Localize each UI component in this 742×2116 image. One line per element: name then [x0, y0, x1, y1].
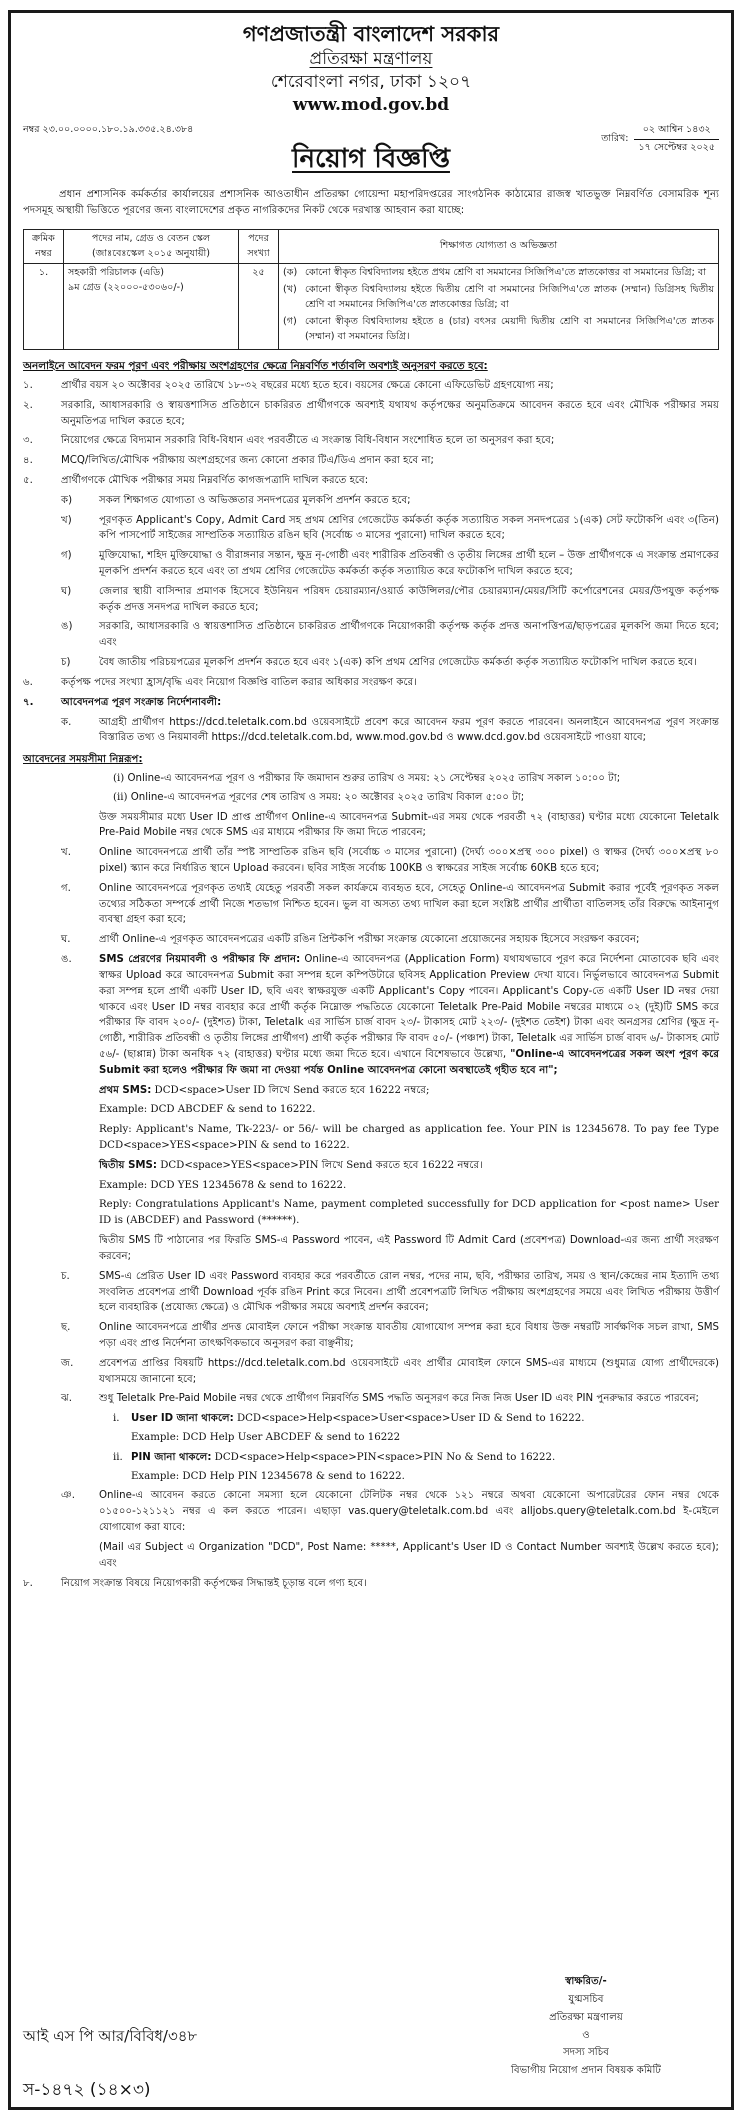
fee-window-note: উক্ত সময়সীমার মধ্যে User ID প্রাপ্ত প্রার্থীগণ Online-এ আবেদনপত্র Submit-এর সময় থেকে পরবর্তী ৭২ (বাহাত্তর) ঘণ্টার মধ্যে যেকোনো Teletalk Pre-Paid Mobile নম্বর থেকে SMS এর মাধ্যমে পরীক্ষার ফি জমা দিতে পারবেন; [99, 811, 719, 839]
qualification-text: কোনো স্বীকৃত বিশ্ববিদ্যালয় হইতে প্রথম শ্রেণি বা সমমানের সিজিপিএ'তে স্নাতকোত্তর বা সমমানের ডিগ্রি; বা [305, 267, 706, 279]
qualification-text: কোনো স্বীকৃত বিশ্ববিদ্যালয় হইতে দ্বিতীয় শ্রেণি বা সমমানের সিজিপিএ'তে স্নাতক (সম্মান) ডিগ্রিসহ দ্বিতীয় শ্রেণি বা সমমানের সিজিপিএ'তে স্নাতকোত্তর ডিগ্রি; বা [305, 284, 714, 311]
deadline-heading: আবেদনের সময়সীমা নিম্নরূপ: [23, 754, 143, 766]
sms-rules-text: Online-এ আবেদনপত্র (Application Form) যথাযথভাবে পূরণ করে নির্দেশনা মোতাবেক ছবি এবং স্বাক্ষর Upload করে আবেদনপত্র Submit করা সম্পন্ন হলে কম্পিউটারে ছবিসহ Application Preview দেখা যাবে। নির্ভুলভাবে আবেদনপত্র Submit করা সম্পন্ন হলে প্রার্থী একটি User ID, ছবি এবং স্বাক্ষরযুক্ত একটি Applicant's Copy পাবেন। Applicant's Copy-তে একটি User ID নম্বর দেয়া থাকবে এবং User ID নম্বর ব্যবহার করে প্রার্থী কর্তৃক নিম্নোক্ত পদ্ধতিতে যেকোনো Teletalk Pre-Paid Mobile নম্বরের মাধ্যমে ০২ (দুই)টি SMS করে পরীক্ষার ফি বাবদ ২০০/- (দুইশত) টাকা, Teletalk এর সার্ভিস চার্জ বাবদ ২৩/- টাকাসহ মোট ২২৩/- (দুইশত তেইশ) টাকা এবং অনগ্রসর শ্রেণির (ক্ষুদ্র নৃ-গোষ্ঠী, শারীরিক প্রতিবন্ধী ও তৃতীয় লিঙ্গের প্রার্থীগণ) প্রার্থী কর্তৃক পরীক্ষার ফি বাবদ ৫০/- (পঞ্চাশ) টাকা, Teletalk এর সার্ভিস চার্জ বাবদ ৬/- টাকাসহ মোট ৫৬/- (ছাপ্পান্ন) টাকা অনধিক ৭২ (বাহাত্তর) ঘণ্টার মধ্যে জমা দিতে হবে। এখানে বিশেষভাবে উল্লেখ্য, [99, 954, 719, 1060]
instruction-mark: ঘ. [61, 934, 71, 946]
notice-frame [8, 10, 734, 2110]
recovery-label: User ID জানা থাকলে: [131, 1413, 234, 1425]
instruction-text: Online আবেদনপত্রে প্রার্থীর প্রদত্ত মোবাইল ফোনে পরীক্ষা সংক্রান্ত যাবতীয় যোগাযোগ সম্পন্ন করা হবে বিধায় উক্ত নম্বরটি সার্বক্ষণিক সচল রাখা, SMS পড়া এবং প্রাপ্ত নির্দেশনা তাৎক্ষণিকভাবে অনুসরণ করা বাঞ্ছনীয়; [99, 1322, 719, 1349]
deadline-text: Online-এ আবেদনপত্র পূরণের শেষ তারিখ ও সময়: ২০ অক্টোবর ২০২৫ তারিখ বিকাল ৫:০০ টা; [130, 791, 525, 803]
instruction-item [23, 1356, 719, 1388]
recovery-command: DCD<space>Help<space>User<space>User ID & Send to 16222. [233, 1413, 585, 1425]
posts-table [23, 229, 719, 350]
document-mark: চ) [61, 657, 71, 669]
second-sms-label: দ্বিতীয় SMS: [99, 1159, 157, 1171]
instruction-mark: খ. [61, 847, 71, 859]
recovery-row [113, 1411, 719, 1427]
qualification-text: কোনো স্বীকৃত বিশ্ববিদ্যালয় হইতে ৪ (চার) বৎসর মেয়াদী দ্বিতীয় শ্রেণি বা সমমানের সিজিপিএ'তে স্নাতক (সম্মান) বা সমমানের ডিগ্রি। [305, 316, 714, 342]
signature-and: ও [582, 2029, 590, 2041]
recovery-label: PIN জানা থাকলে: [131, 1451, 212, 1463]
instruction-text: প্রবেশপত্র প্রাপ্তির বিষয়টি https://dcd.teletalk.com.bd ওয়েবসাইটে এবং প্রার্থীর মোবাইল ফোনে SMS-এর মাধ্যমে (শুধুমাত্র যোগ্য প্রার্থীদেরকে) যথাসময়ে জানানো হবে; [99, 1357, 719, 1385]
date-bangla: ০২ আশ্বিন ১৪৩২ [634, 123, 719, 140]
condition-text: নিয়োগ সংক্রান্ত বিষয়ে নিয়োগকারী কর্তৃপক্ষের সিদ্ধান্তই চূড়ান্ত বলে গণ্য হবে। [61, 1577, 367, 1589]
document-item [23, 513, 719, 545]
address: শেরেবাংলা নগর, ঢাকা ১২০৭ [270, 72, 472, 93]
deadline-item [23, 771, 719, 787]
condition-item [23, 1576, 719, 1592]
signature-block [471, 1973, 701, 2080]
condition-item [23, 433, 719, 449]
instruction-item [23, 845, 719, 877]
document-mark: ঘ) [61, 585, 72, 597]
instruction-mark: চ. [61, 1270, 70, 1282]
instruction-text: Online আবেদনপত্রে পূরণকৃত তথ্যই যেহেতু পরবর্তী সকল কার্যক্রমে ব্যবহৃত হবে, সেহেতু Online-এ আবেদনপত্র Submit করার পূর্বেই পূরণকৃত সকল তথ্যের সঠিকতা সম্পর্কে প্রার্থী নিজে শতভাগ নিশ্চিত হবেন। ভুল বা অসত্য তথ্য দাখিল করা হলে সংশ্লিষ্ট প্রার্থীর প্রার্থীতা বাতিলসহ তাঁর বিরুদ্ধে আইনানুগ ব্যবস্থা গ্রহণ করা হবে; [99, 882, 719, 926]
post-name: সহকারী পরিচালক (এডি) [68, 267, 164, 279]
document-item [23, 584, 719, 616]
government-name: গণপ্রজাতন্ত্রী বাংলাদেশ সরকার [242, 22, 500, 46]
intro-paragraph: প্রধান প্রশাসনিক কর্মকর্তার কার্যালয়ের প্রশাসনিক আওতাধীন প্রতিরক্ষা গোয়েন্দা মহাপরিদপ্তরের সাংগঠনিক কাঠামোর রাজস্ব খাতভুক্ত নিম্নবর্ণিত বেসামরিক শূন্য পদসমূহ অস্থায়ী ভিত্তিতে পূরণের জন্য বাংলাদেশের প্রকৃত নাগরিকদের নিকট থেকে দরখাস্ত আহবান করা যাচ্ছে: [23, 189, 719, 216]
qualification-item [283, 266, 714, 281]
instruction-mark: গ. [61, 882, 71, 894]
table-header-row [24, 229, 719, 264]
instruction-mark: ছ. [61, 1322, 71, 1334]
memo-number: নম্বর ২৩.০০.০০০০.১৮০.১৯.৩৩৫.২৪.৩৮৪ [23, 124, 194, 136]
condition-text: প্রার্থীগণকে মৌখিক পরীক্ষার সময় নিম্নবর্ণিত কাগজপত্রাদি দাখিল করতে হবে: [61, 474, 369, 486]
instruction-text: শুধু Teletalk Pre-Paid Mobile নম্বর থেকে প্রার্থীগণ নিম্নবর্ণিত SMS পদ্ধতি অনুসরণ করে নিজ নিজ User ID এবং PIN পুনরুদ্ধার করতে পারবেন; [99, 1393, 699, 1405]
document-text: পূরণকৃত Applicant's Copy, Admit Card সহ প্রথম শ্রেণির গেজেটেড কর্মকর্তা কর্তৃক সত্যায়িত সকল সনদপত্রের ১(এক) সেট ফটোকপি এবং ৩(তিন) কপি পাসপোর্ট সাইজের সাম্প্রতিক সত্যায়িত রঙিন ছবি (সর্বোচ্চ ৩ মাসের পুরানো) দাখিল করতে হবে; [99, 514, 719, 542]
conditions-heading: অনলাইনে আবেদন ফরম পূরণ এবং পরীক্ষায় অংশগ্রহণের ক্ষেত্রে নিম্নবর্ণিত শর্তাবলি অবশ্যই অনুসরণ করতে হবে: [23, 359, 488, 372]
instruction-text: Online আবেদনপত্রে প্রার্থী তাঁর স্পষ্ট সাম্প্রতিক রঙিন ছবি (সর্বোচ্চ ৩ মাসের পুরানো) (দৈর্ঘ্য ৩০০×প্রস্থ ৩০০ pixel) ও স্বাক্ষর (দৈর্ঘ্য ৩০০×প্রস্থ ৮০ pixel) স্ক্যান করে নির্ধারিত স্থানে Upload করবেন। ছবির সাইজ সর্বোচ্চ 100KB ও স্বাক্ষরের সাইজ সর্বোচ্চ 60KB হতে হবে; [99, 847, 719, 874]
condition-item [23, 473, 719, 489]
first-sms-label: প্রথম SMS: [99, 1084, 152, 1096]
deadline-mark: (i) [113, 772, 125, 784]
second-sms-reply: Reply: Congratulations Applicant's Name, payment completed successfully for DCD application for <post name> User ID is (ABCDEF) and Password (******). [99, 1199, 719, 1227]
meta-row [23, 117, 719, 179]
instruction-mark: জ. [61, 1357, 74, 1369]
instruction-mark: ঙ. [61, 954, 72, 966]
instruction-item [23, 881, 719, 928]
signature-office: প্রতিরক্ষা মন্ত্রণালয় [549, 2011, 623, 2023]
qualification-item [283, 315, 714, 345]
recovery-item [23, 1411, 719, 1446]
first-sms-example: Example: DCD ABCDEF & send to 16222. [99, 1104, 316, 1116]
document-text: সকল শিক্ষাগত যোগ্যতা ও অভিজ্ঞতার সনদপত্রের মূলকপি প্রদর্শন করতে হবে; [99, 494, 411, 506]
condition-text: কর্তৃপক্ষ পদের সংখ্যা হ্রাস/বৃদ্ধি এবং নিয়োগ বিজ্ঞপ্তি বাতিল করার অধিকার সংরক্ষণ করে। [61, 676, 417, 688]
recovery-mark: ii. [113, 1451, 123, 1463]
instruction-item [23, 952, 719, 1079]
document-mark: ঙ) [61, 621, 73, 633]
qualification-item [283, 283, 714, 313]
instruction-item [23, 1488, 719, 1535]
document-mark: ক) [61, 494, 73, 506]
instruction-mark: ক. [61, 716, 72, 728]
instruction-text: আগ্রহী প্রার্থীগণ https://dcd.teletalk.com.bd ওয়েবসাইটে প্রবেশ করে আবেদন ফরম পূরণ করতে পারবেন। অনলাইনে আবেদনপত্র পূরণ সংক্রান্ত বিস্তারিত তথ্য ও নিয়মাবলী https://dcd.teletalk.com.bd, www.mod.gov.bd ও www.dcd.gov.bd ওয়েবসাইটে পাওয়া যাবে; [99, 716, 719, 744]
date-label: তারিখ: [601, 132, 629, 144]
document-item [23, 619, 719, 651]
instruction-text [99, 952, 719, 1079]
condition-number: ৫. [23, 474, 33, 486]
date-english: ১৭ সেপ্টেম্বর ২০২৫ [638, 141, 715, 153]
recovery-row [113, 1450, 719, 1466]
header-serial: ক্রমিক নম্বর [24, 229, 64, 264]
condition-item [23, 675, 719, 691]
signature-signed: স্বাক্ষরিত/- [565, 1976, 607, 1987]
instruction-item [23, 1269, 719, 1316]
cell-post [64, 264, 239, 349]
document-item [23, 493, 719, 509]
sms-rules-emphasis: "Online-এ আবেদনপত্রের সকল অংশ পূরণ করে Submit করা হলেও পরীক্ষার ফি জমা না দেওয়া পর্যন্ত Online আবেদনপত্র কোনো অবস্থাতেই গৃহীত হবে না"; [99, 1048, 720, 1076]
document-mark: খ) [61, 514, 72, 526]
condition-text: প্রার্থীর বয়স ২০ অক্টোবর ২০২৫ তারিখে ১৮-৩২ বছরের মধ্যে হতে হবে। বয়সের ক্ষেত্রে কোনো এফিডেভিট গ্রহণযোগ্য নয়; [61, 379, 554, 391]
post-grade: ৯ম গ্রেড (২২০০০-৫৩০৬০/-) [68, 282, 184, 294]
condition-item [23, 398, 719, 430]
condition-number: ৮. [23, 1577, 33, 1589]
publication-code: স-১৪৭২ (১৪×৩) [23, 2080, 151, 2100]
condition-text: MCQ/লিখিত/মৌখিক পরীক্ষায় অংশগ্রহণের জন্য কোনো প্রকার টিএ/ডিএ প্রদান করা হবে না; [61, 455, 434, 467]
second-sms-example: Example: DCD YES 12345678 & send to 16222. [99, 1179, 347, 1191]
document-item [23, 655, 719, 671]
instruction-item [23, 715, 719, 747]
instruction-text: SMS-এ প্রেরিত User ID এবং Password ব্যবহার করে পরবর্তীতে রোল নম্বর, পদের নাম, ছবি, পরীক্ষার তারিখ, সময় ও স্থান/কেন্দ্রের নাম ইত্যাদি তথ্য সংবলিত প্রবেশপত্র প্রার্থী Download পূর্বক রঙিন Print করে নিবেন। প্রার্থী প্রবেশপত্রটি লিখিত পরীক্ষায় অংশগ্রহণের সময়ে এবং লিখিত পরীক্ষায় উত্তীর্ণ হলে ব্যবহারিক (প্রযোজ্য ক্ষেত্রে) ও মৌখিক পরীক্ষার সময়ে অবশ্যই প্রদর্শন করবেন; [99, 1270, 719, 1314]
sms-rules-lead: SMS প্রেরণের নিয়মাবলী ও পরীক্ষার ফি প্রদান: [99, 954, 301, 966]
qualification-mark: (গ) [283, 316, 297, 328]
condition-number: ৪. [23, 455, 33, 467]
table-row [24, 264, 719, 349]
condition-number: ৩. [23, 435, 33, 447]
document-text: জেলার স্থায়ী বাসিন্দার প্রমাণক হিসেবে ইউনিয়ন পরিষদ চেয়ারম্যান/ওয়ার্ড কাউন্সিলর/পৌর চেয়ারম্যান/মেয়র/সিটি কর্পোরেশনের মেয়র/উপযুক্ত কর্তৃপক্ষ কর্তৃক প্রদত্ত সনদপত্র দাখিল করতে হবে; [99, 585, 719, 613]
document-mark: গ) [61, 550, 72, 562]
recovery-example: Example: DCD Help PIN 12345678 & send to 16222. [131, 1470, 405, 1482]
qualification-mark: (ক) [283, 267, 298, 279]
first-sms [23, 1083, 719, 1099]
notice-title: নিয়োগ বিজ্ঞপ্তি [292, 144, 450, 175]
condition-number: ২. [23, 399, 33, 411]
document-text: বৈধ জাতীয় পরিচয়পত্রের মূলকপি প্রদর্শন করতে হবে এবং ১(এক) কপি প্রথম শ্রেণির গেজেটেড কর্মকর্তা কর্তৃক সত্যায়িত ফটোকপি দাখিল করতে হবে। [99, 657, 697, 669]
recovery-example: Example: DCD Help User ABCDEF & send to 16222 [131, 1432, 401, 1443]
website: www.mod.gov.bd [292, 95, 450, 116]
cell-count: ২৫ [239, 264, 279, 349]
document-text: মুক্তিযোদ্ধা, শহিদ মুক্তিযোদ্ধা ও বীরাঙ্গনার সন্তান, ক্ষুদ্র নৃ-গোষ্ঠী এবং শারীরিক প্রতিবন্ধী ও তৃতীয় লিঙ্গের প্রার্থী হলে – উক্ত প্রার্থীগণকে এ সংক্রান্ত প্রমাণকের মূলকপি প্রদর্শন করতে হবে এবং তা প্রথম শ্রেণির গেজেটেড কর্মকর্তা কর্তৃক সত্যায়িত করে ফটোকপি দাখিল করতে হবে; [99, 550, 719, 577]
header-count: পদের সংখ্যা [239, 229, 279, 264]
condition-text: নিয়োগের ক্ষেত্রে বিদ্যমান সরকারি বিধি-বিধান এবং পরবর্তীতে এ সংক্রান্ত বিধি-বিধান সংশোধিত হলে তা অনুসরণ করা হবে; [61, 435, 555, 447]
instruction-mark: ঝ. [61, 1393, 72, 1405]
instruction-mark: ঞ. [61, 1490, 75, 1502]
condition-item [23, 378, 719, 394]
second-sms [23, 1158, 719, 1174]
mail-note: (Mail এর Subject এ Organization "DCD", Post Name: *****, Applicant's User ID ও Contact Number অবশ্যই উল্লেখ করতে হবে); এবং [99, 1541, 719, 1569]
deadline-item [23, 790, 719, 806]
condition-number: ৬. [23, 676, 33, 688]
ispr-reference: আই এস পি আর/বিবিধ/৩৪৮ [23, 2027, 198, 2045]
deadline-text: Online-এ আবেদনপত্র পূরণ ও পরীক্ষার ফি জমাদান শুরুর তারিখ ও সময়: ২১ সেপ্টেম্বর ২০২৫ তারিখ সকাল ১০:০০ টা; [127, 772, 621, 784]
instruction-text: Online-এ আবেদন করতে কোনো সমস্যা হলে যেকোনো টেলিটক নম্বর থেকে ১২১ নম্বরে অথবা যেকোনো অপারেটরের ফোন নম্বর থেকে ০১৫০০-১২১১২১ নম্বর এ কল করতে পারেন। এছাড়া vas.query@teletalk.com.bd এবং alljobs.query@teletalk.com.bd ই-মেইলে যোগাযোগ করা যাবে: [99, 1490, 719, 1534]
cell-serial: ১. [24, 264, 64, 349]
condition-number: ৭. [23, 696, 34, 708]
recovery-text-wrap [131, 1411, 585, 1427]
recovery-command: DCD<space>Help<space>PIN<space>PIN No & Send to 16222. [211, 1451, 556, 1463]
cell-qualification [279, 264, 719, 349]
condition-item [23, 695, 719, 711]
instruction-item [23, 1391, 719, 1407]
signature-designation: যুগ্মসচিব [568, 1993, 604, 2005]
recovery-mark: i. [113, 1413, 120, 1425]
signature-member: সদস্য সচিব [563, 2047, 609, 2059]
first-sms-reply: Reply: Applicant's Name, Tk-223/- or 56/- will be charged as application fee. Your PIN is 12345678. To pay fee Type DCD<space>YES<space>PIN & send to 16222. [99, 1124, 719, 1151]
instruction-item [23, 1320, 719, 1352]
condition-text: সরকারি, আধাসরকারি ও স্বায়ত্তশাসিত প্রতিষ্ঠানে চাকরিরত প্রার্থীগণকে অবশ্যই যথাযথ কর্তৃপক্ষের অনুমতিক্রমে আবেদন করতে হবে এবং মৌখিক পরীক্ষার সময় অনুমতিপত্র দাখিল করতে হবে; [61, 399, 719, 427]
header-post: পদের নাম, গ্রেড ও বেতন স্কেল (জাঃবেঃস্কেল ২০১৫ অনুযায়ী) [64, 229, 239, 264]
document-item [23, 548, 719, 580]
recovery-text-wrap [131, 1450, 555, 1466]
instruction-item [23, 932, 719, 948]
password-note: দ্বিতীয় SMS টি পাঠানোর পর ফিরতি SMS-এ Password পাবেন, এই Password টি Admit Card (প্রবেশপত্র) Download-এর জন্য প্রার্থী সংরক্ষণ করবেন; [99, 1235, 719, 1262]
recovery-item [23, 1450, 719, 1485]
instructions-heading: আবেদনপত্র পূরণ সংক্রান্ত নির্দেশনাবলী: [61, 696, 222, 708]
condition-number: ১. [23, 379, 33, 391]
first-sms-text: DCD<space>User ID লিখে Send করতে হবে 16222 নম্বরে; [151, 1084, 430, 1096]
deadline-mark: (ii) [113, 791, 128, 803]
document-text: সরকারি, আধাসরকারি ও স্বায়ত্তশাসিত প্রতিষ্ঠানে চাকরিরত প্রার্থীগণকে নিয়োগকারী কর্তৃপক্ষ কর্তৃক প্রদত্ত অনাপত্তিপত্র/ছাড়পত্রের মূলকপি জমা দিতে হবে; এবং [99, 621, 719, 649]
condition-item [23, 453, 719, 469]
instruction-text: প্রার্থী Online-এ পূরণকৃত আবেদনপত্রের একটি রঙিন প্রিন্টকপি পরীক্ষা সংক্রান্ত যেকোনো প্রয়োজনের সহায়ক হিসেবে সংরক্ষণ করবেন; [99, 934, 640, 946]
header-qualification: শিক্ষাগত যোগ্যতা ও অভিজ্ঞতা [279, 229, 719, 264]
second-sms-text: DCD<space>YES<space>PIN লিখে Send করতে হবে 16222 নম্বরে। [156, 1159, 483, 1171]
signature-committee: বিভাগীয় নিয়োগ প্রদান বিষয়ক কমিটি [511, 2065, 661, 2077]
qualification-mark: (খ) [283, 284, 297, 296]
ministry-name: প্রতিরক্ষা মন্ত্রণালয় [309, 49, 433, 70]
